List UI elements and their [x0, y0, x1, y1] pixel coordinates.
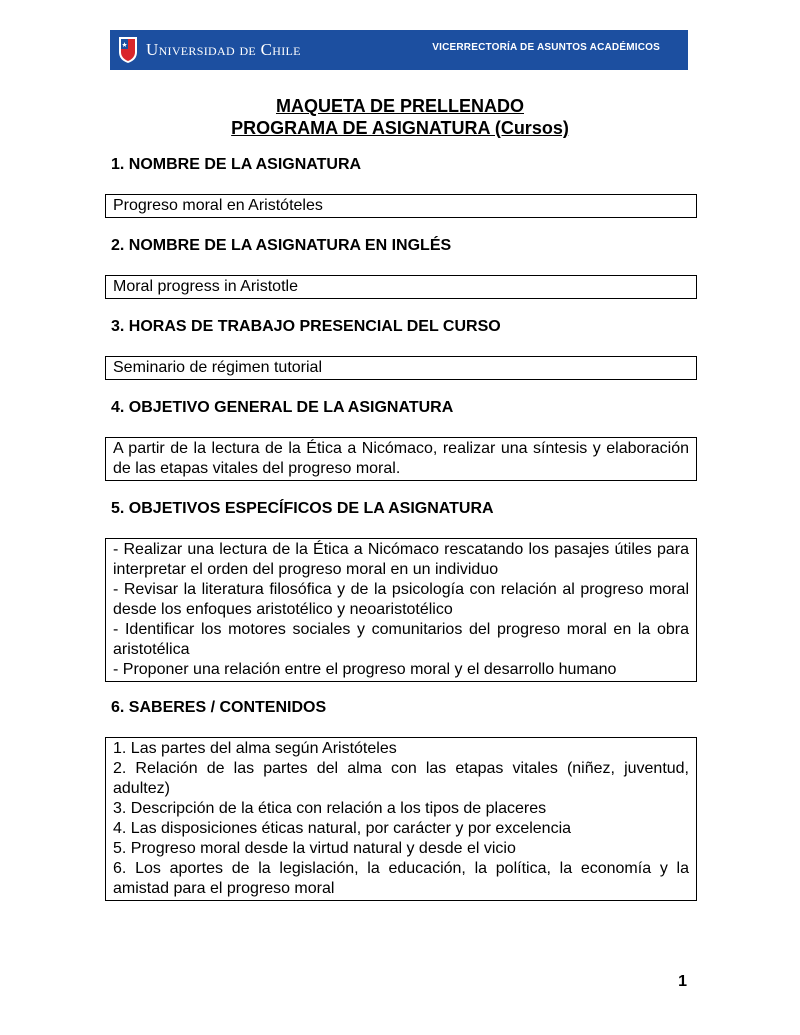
document-title-line2: PROGRAMA DE ASIGNATURA (Cursos): [231, 118, 569, 138]
list-item: - Identificar los motores sociales y comunitarios del progreso moral en la obra aristotélica: [113, 621, 689, 658]
list-item: 5. Progreso moral desde la virtud natural y desde el vicio: [113, 840, 516, 857]
section-2-content: Moral progress in Aristotle: [113, 278, 298, 295]
list-item: - Revisar la literatura filosófica y de la psicología con relación al progreso moral desde los enfoques aristotélico y neoaristotélico: [113, 581, 689, 618]
list-item: 6. Los aportes de la legislación, la educación, la política, la economía y la amistad para el progreso moral: [113, 860, 689, 897]
section-3-heading: 3. HORAS DE TRABAJO PRESENCIAL DEL CURSO: [111, 318, 501, 335]
section-1-box: [105, 194, 697, 218]
section-4-heading: 4. OBJETIVO GENERAL DE LA ASIGNATURA: [111, 399, 454, 416]
list-item: 2. Relación de las partes del alma con las etapas vitales (niñez, juventud, adultez): [113, 760, 689, 797]
section-6-box: [105, 737, 697, 901]
list-item: 1. Las partes del alma según Aristóteles: [113, 740, 397, 757]
section-3-box: [105, 356, 697, 380]
list-item: 4. Las disposiciones éticas natural, por carácter y por excelencia: [113, 820, 572, 837]
header-banner: [110, 30, 688, 70]
university-crest-icon: [118, 36, 138, 64]
section-5-heading: 5. OBJETIVOS ESPECÍFICOS DE LA ASIGNATURA: [111, 500, 494, 517]
list-item: 3. Descripción de la ética con relación a los tipos de placeres: [113, 800, 547, 817]
section-6-heading: 6. SABERES / CONTENIDOS: [111, 699, 327, 716]
document-title-line1: MAQUETA DE PRELLENADO: [275, 96, 524, 116]
section-1-content: Progreso moral en Aristóteles: [113, 197, 323, 214]
university-name: Universidad de Chile: [146, 40, 301, 59]
section-4-box: [105, 437, 697, 481]
list-item: - Realizar una lectura de la Ética a Nicómaco rescatando los pasajes útiles para interpretar el orden del progreso moral en un individuo: [113, 541, 689, 578]
section-1-heading: 1. NOMBRE DE LA ASIGNATURA: [111, 156, 362, 173]
section-5-box: [105, 538, 697, 682]
section-2-heading: 2. NOMBRE DE LA ASIGNATURA EN INGLÉS: [111, 237, 452, 254]
section-2-box: [105, 275, 697, 299]
page-number: 1: [678, 973, 687, 990]
section-3-content: Seminario de régimen tutorial: [113, 359, 322, 376]
section-4-content: A partir de la lectura de la Ética a Nicómaco, realizar una síntesis y elaboración de las etapas vitales del progreso moral.: [113, 440, 689, 477]
vicerrectoria-label: VICERRECTORÍA DE ASUNTOS ACADÉMICOS: [432, 42, 660, 53]
list-item: - Proponer una relación entre el progreso moral y el desarrollo humano: [113, 661, 617, 678]
